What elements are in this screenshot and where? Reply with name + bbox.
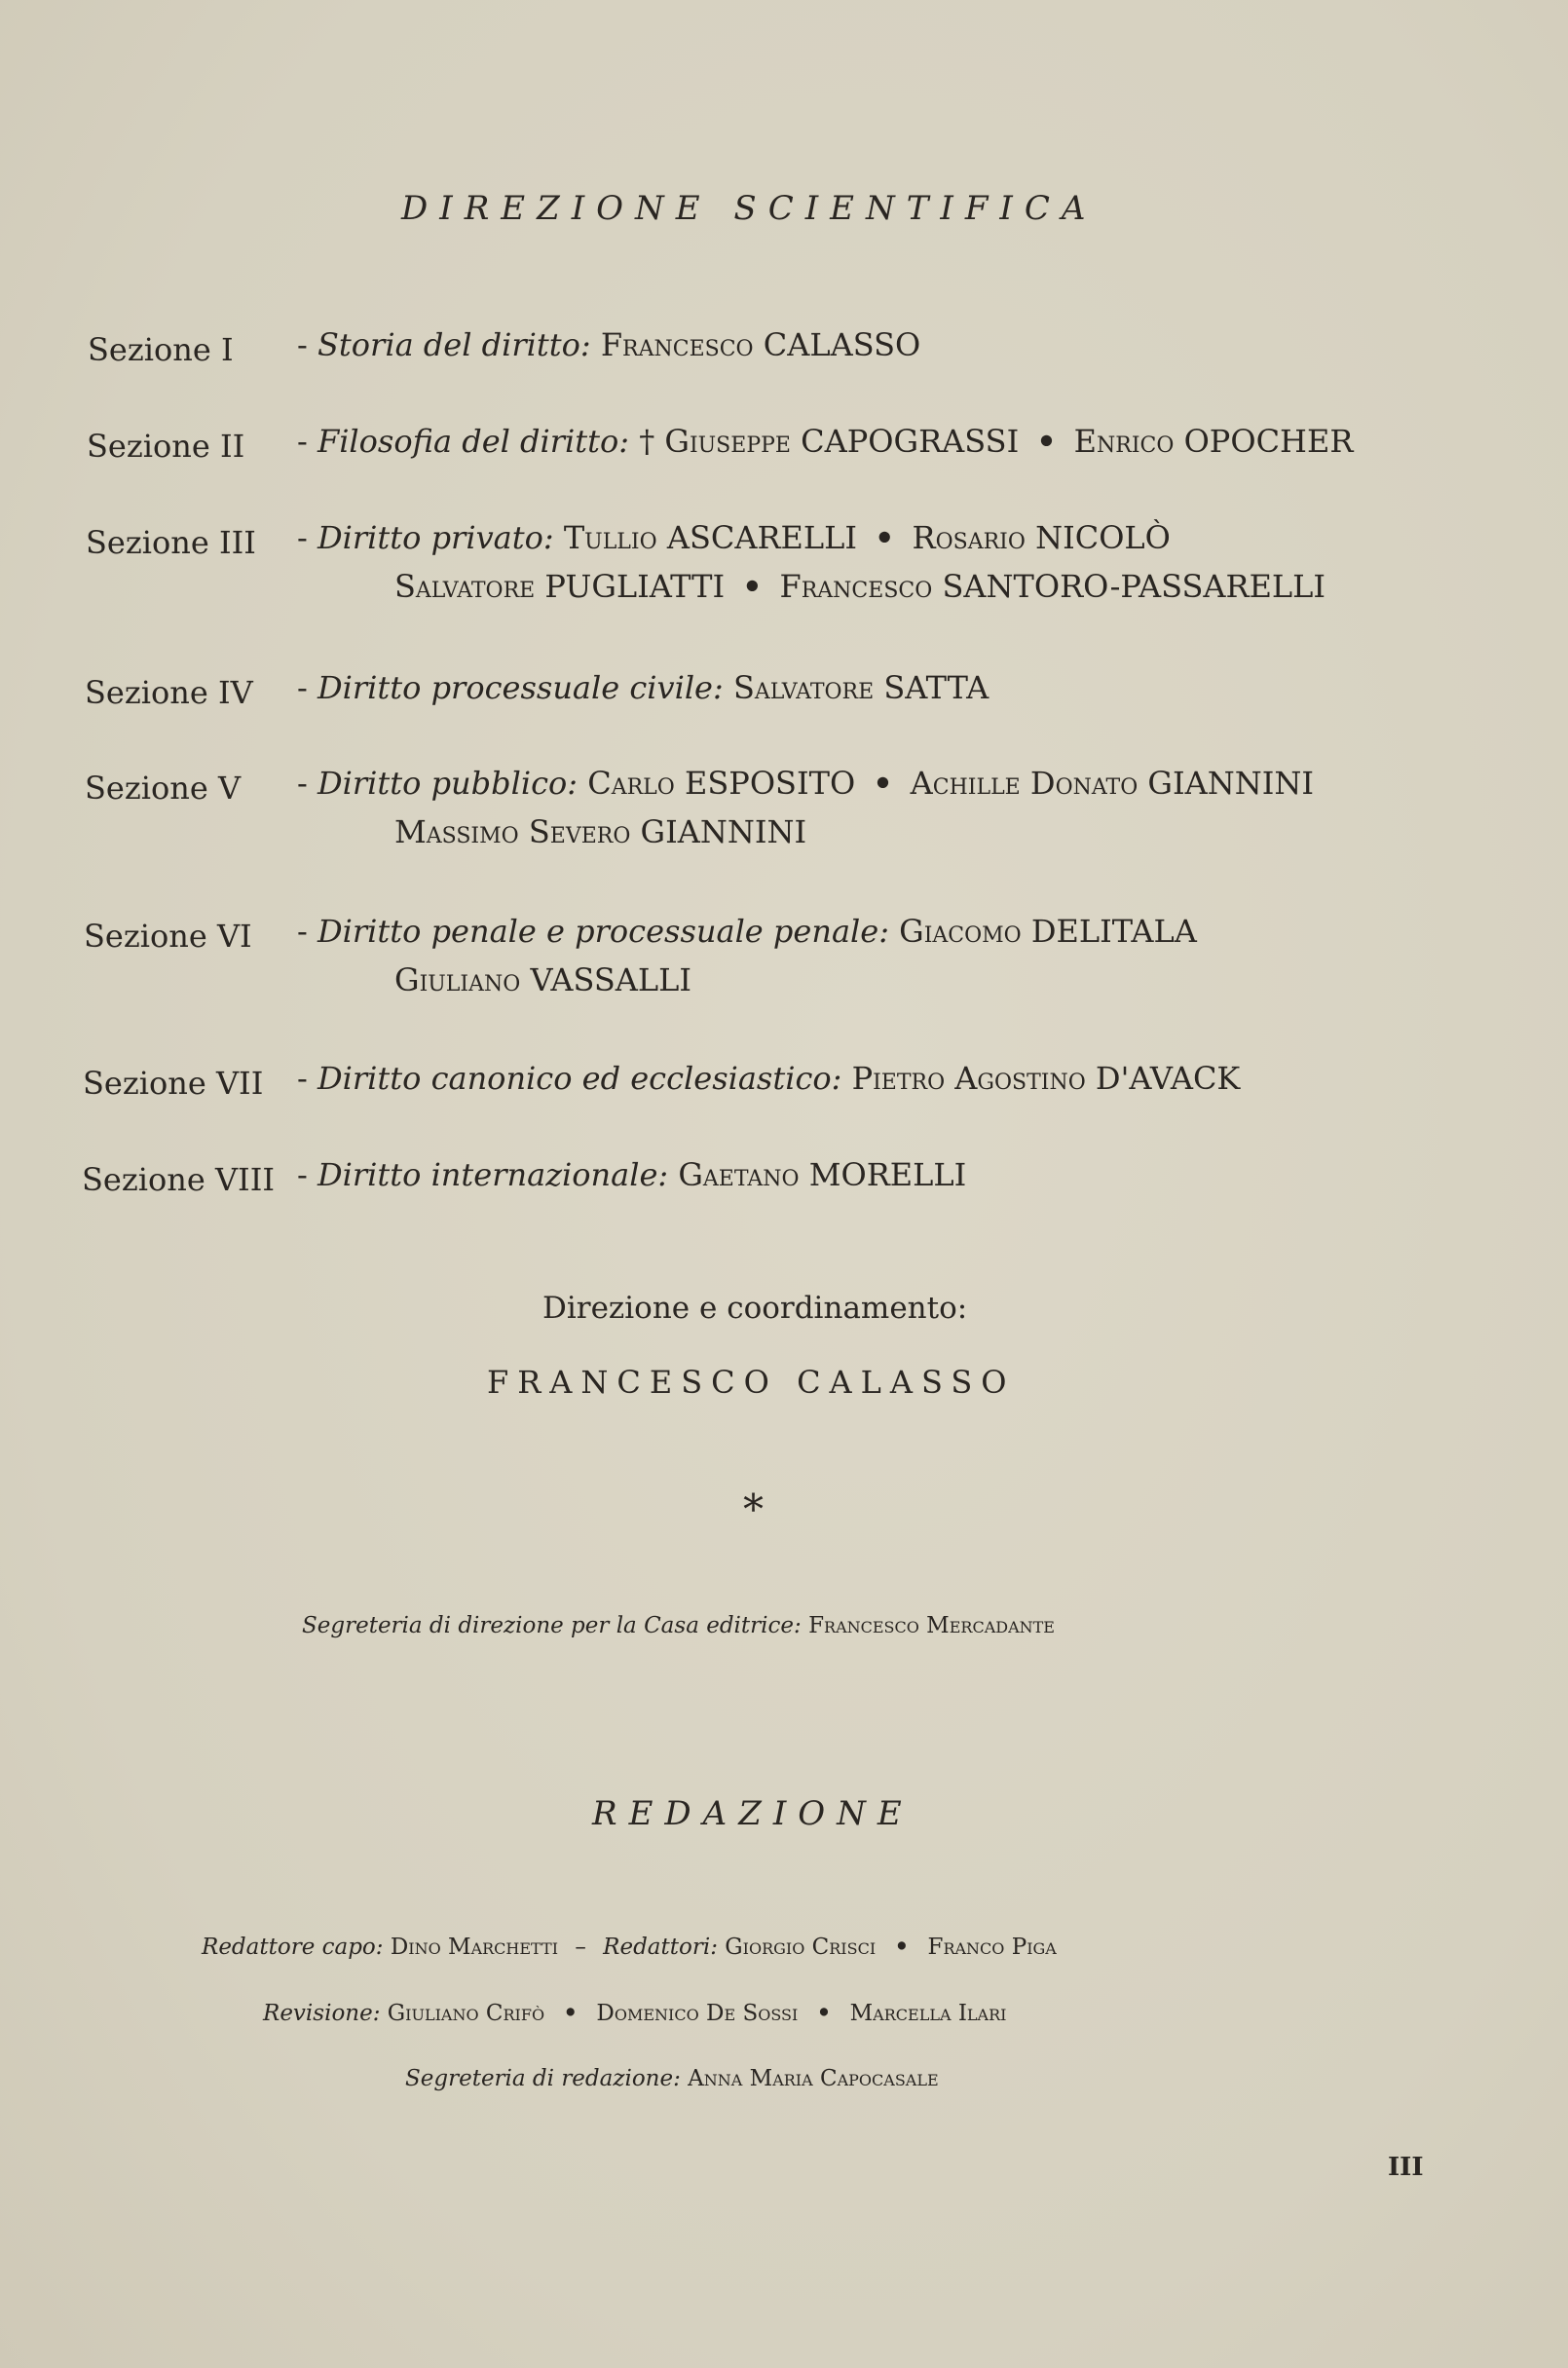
person-last: DELITALA [1030,913,1197,950]
segreteria-direzione-name: Francesco Mercadante [808,1613,1055,1638]
person-first: Salvatore [732,669,875,706]
person-last: CALASSO [763,326,921,363]
segreteria-direzione [302,1613,1055,1638]
separator-dot: • [875,519,895,556]
revisione-label: Revisione: [263,2001,381,2026]
section-dash: - [297,326,308,363]
section-dash: - [297,765,308,802]
person-last: PUGLIATTI [544,568,726,605]
person-last: VASSALLI [530,961,692,998]
coordinamento-label: Direzione e coordinamento: [542,1291,968,1326]
person-first: Giuliano [394,961,521,998]
person-first: Rosario [912,519,1026,556]
redattore-name: Franco Piga [927,1935,1057,1960]
person-last: NICOLÒ [1035,519,1171,556]
section-area: Diritto penale e processuale penale: [317,913,889,950]
person-last: GIANNINI [640,813,807,850]
person-first: Carlo [587,765,675,802]
person-last: ASCARELLI [666,519,858,556]
section-area: Diritto internazionale: [317,1156,669,1193]
section-area: Diritto processuale civile: [317,669,724,706]
revisore-name: Domenico De Sossi [596,2001,799,2026]
section-label: Sezione VI [84,918,252,955]
redazione-line-1 [202,1934,1057,1960]
segreteria-redazione-name: Anna Maria Capocasale [688,2066,939,2091]
person-first: Gaetano [678,1156,800,1193]
person-first: † Giuseppe [639,423,791,460]
redazione-heading: REDAZIONE [592,1794,914,1833]
section-area: Diritto privato: [317,519,554,556]
section-line [297,913,1197,950]
separator-dot: • [1036,423,1057,460]
section-area: Storia del diritto: [317,326,591,363]
section-dash: - [297,1060,308,1097]
section-label: Sezione VII [83,1065,264,1102]
section-line [297,669,989,706]
person-last: CAPOGRASSI [801,423,1020,460]
person-last: GIANNINI [1147,765,1315,802]
redazione-line-2 [263,2000,1006,2026]
person-first: Pietro Agostino [851,1060,1086,1097]
separator-dot: • [894,1934,910,1960]
section-label: Sezione III [86,524,256,561]
dash-separator: – [575,1935,586,1960]
section-dash: - [297,423,308,460]
person-first: Massimo Severo [394,813,631,850]
section-line-continued [394,813,806,850]
section-dash: - [297,519,308,556]
person-first: Francesco [600,326,754,363]
revisore-name: Giuliano Crifò [387,2001,545,2026]
section-dash: - [297,1156,308,1193]
direzione-heading: DIREZIONE SCIENTIFICA [401,189,1098,228]
section-label: Sezione I [88,331,234,368]
revisore-name: Marcella Ilari [849,2001,1007,2026]
section-line [297,519,1171,556]
section-line [297,765,1314,802]
section-line [297,1156,966,1193]
person-last: MORELLI [808,1156,967,1193]
section-dash: - [297,913,308,950]
section-label: Sezione V [85,770,242,807]
section-line [297,1060,1240,1097]
separator-dot: • [816,2000,832,2026]
redazione-line-3 [405,2066,939,2091]
section-area: Diritto pubblico: [317,765,579,802]
person-last: SATTA [883,669,989,706]
separator-dot: • [873,765,893,802]
section-line [297,326,920,363]
redattore-capo-label: Redattore capo: [202,1935,384,1960]
person-first: Enrico [1073,423,1175,460]
section-dash: - [297,669,308,706]
page-number: III [1388,2153,1424,2182]
coordinatore-name: FRANCESCO CALASSO [487,1364,1016,1401]
redattori-label: Redattori: [603,1935,718,1960]
person-first: Salvatore [394,568,536,605]
segreteria-direzione-label: Segreteria di direzione per la Casa editrice: [302,1613,802,1638]
section-line-continued [394,961,691,998]
star-ornament: * [743,1485,764,1533]
person-last: OPOCHER [1183,423,1354,460]
redattore-capo-name: Dino Marchetti [390,1935,559,1960]
section-label: Sezione VIII [82,1161,275,1198]
person-last: D'AVACK [1095,1060,1241,1097]
person-first: Tullio [563,519,657,556]
person-first: Giacomo [899,913,1022,950]
person-first: Francesco [779,568,933,605]
section-line [297,423,1353,460]
person-first: Achille Donato [910,765,1139,802]
separator-dot: • [742,568,763,605]
segreteria-redazione-label: Segreteria di redazione: [405,2066,681,2091]
section-area: Diritto canonico ed ecclesiastico: [317,1060,842,1097]
section-label: Sezione II [87,428,245,465]
section-label: Sezione IV [85,674,253,711]
separator-dot: • [563,2000,579,2026]
section-area: Filosofia del diritto: [317,423,630,460]
redattore-name: Giorgio Crisci [725,1935,877,1960]
person-last: SANTORO-PASSARELLI [942,568,1326,605]
person-last: ESPOSITO [685,765,856,802]
section-line-continued [394,568,1325,605]
